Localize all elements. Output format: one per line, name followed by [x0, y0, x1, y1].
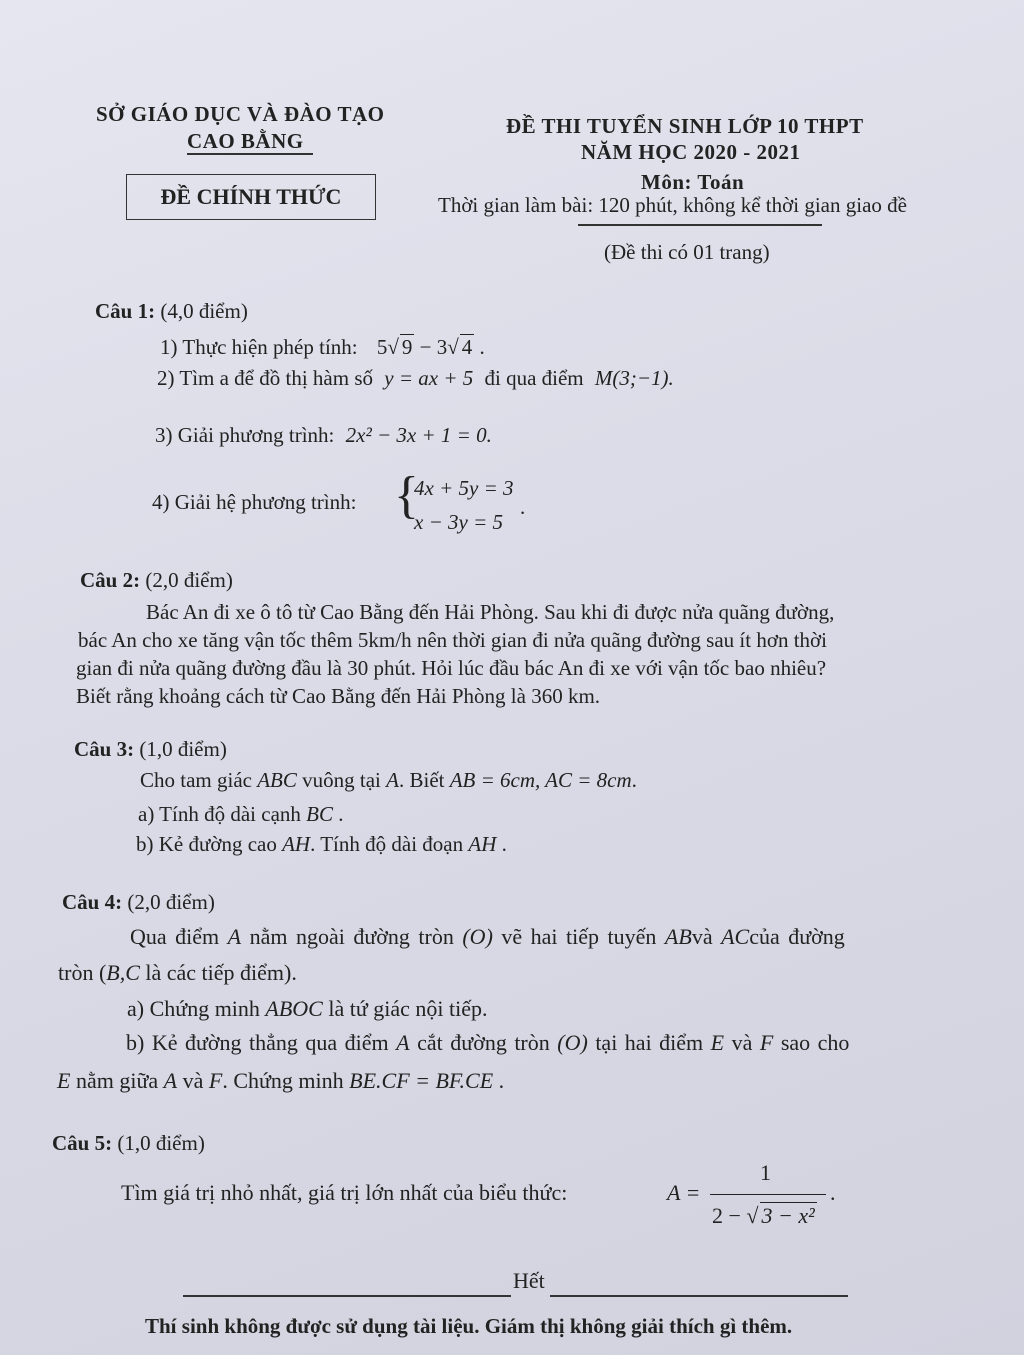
q4-b-E: E: [710, 1030, 725, 1055]
q4-b-F: F: [759, 1030, 774, 1055]
q4-l2-a: tròn (: [58, 960, 107, 985]
q4-b-text: b) Kẻ đường thẳng qua điểm: [126, 1030, 389, 1055]
q3-label: Câu 3:: [74, 737, 135, 761]
school-year: NĂM HỌC 2020 - 2021: [581, 140, 801, 164]
q3-intro-A: A: [386, 768, 399, 792]
q4-part-b: [126, 1030, 849, 1056]
q4-a-text: a) Chứng minh: [127, 996, 260, 1021]
q4-label: Câu 4:: [62, 890, 123, 914]
q1-part4-end: .: [520, 495, 526, 519]
q4-l1-a: Qua điểm: [130, 924, 220, 949]
q1-part1-text: 1) Thực hiện phép tính:: [160, 335, 358, 359]
q5-end: .: [830, 1180, 836, 1205]
q4-l1-c: vẽ hai tiếp tuyến: [501, 924, 657, 949]
q1-points: (4,0 điểm): [160, 299, 248, 323]
q4-line1: [130, 924, 845, 950]
q5-denom-a: 2 −: [712, 1203, 747, 1228]
q5-points: (1,0 điểm): [117, 1131, 205, 1155]
q3-title: [74, 737, 227, 762]
q3-a-text: a) Tính độ dài cạnh: [138, 802, 301, 826]
q5-fraction-bar: [710, 1194, 826, 1195]
q4-a-var: ABOC: [265, 996, 323, 1021]
q1-part4-eq1: 4x + 5y = 3: [414, 476, 514, 500]
q1-part3: [155, 423, 492, 448]
q3-b-var2: AH: [468, 832, 497, 856]
q4-l1-b: nằm ngoài đường tròn: [249, 924, 454, 949]
q4-b-and: và: [731, 1030, 753, 1055]
q5-denominator: 2 − √ 3 − x²: [712, 1203, 815, 1228]
q4-l3-E: E: [57, 1068, 71, 1093]
q1-part1-expr: 5√ 9 − 3√ 4 .: [376, 335, 485, 359]
q1-part2-func: y = ax + 5: [384, 366, 474, 390]
q4-l3-a: nằm giữa: [75, 1068, 159, 1093]
q1-expr-end: .: [474, 335, 485, 359]
q4-line3: [57, 1068, 504, 1094]
q1-part4-text: 4) Giải hệ phương trình:: [152, 490, 357, 514]
q4-l2-b: là các tiếp điểm).: [145, 960, 297, 985]
q3-b-end: .: [501, 832, 507, 856]
q5-denom-root: 3 − x²: [761, 1203, 815, 1228]
department-underline: [187, 153, 313, 155]
q1-title: [95, 299, 248, 324]
q3-a-end: .: [338, 802, 344, 826]
q3-intro-c: . Biết: [398, 768, 445, 792]
q1-expr-op: − 3: [414, 335, 448, 359]
q1-part2: [157, 366, 674, 391]
q1-expr-root2: 4: [461, 335, 473, 359]
q4-b-end: sao cho: [780, 1030, 850, 1055]
q4-b-mid: cắt đường tròn: [417, 1030, 550, 1055]
time-note: Thời gian làm bài: 120 phút, không kể thời gian giao đề: [438, 193, 907, 217]
q1-part1: [160, 334, 485, 360]
q4-b-mid2: tại hai điểm: [595, 1030, 704, 1055]
q3-intro-vals: AB = 6cm, AC = 8cm: [449, 768, 632, 792]
department-line1: SỞ GIÁO DỤC VÀ ĐÀO TẠO: [96, 102, 385, 126]
department-line2: CAO BẰNG: [187, 129, 304, 153]
official-label-box: [126, 174, 376, 220]
q4-l1-AC: AC: [721, 924, 750, 949]
q5-label: Câu 5:: [52, 1131, 113, 1155]
q4-l1-AB: AB: [664, 924, 692, 949]
q4-part-a: [127, 996, 488, 1022]
q1-part4-eq2: x − 3y = 5: [414, 510, 503, 534]
q1-expr-coef: 5: [376, 335, 388, 359]
q4-l3-eq: BE.CF = BF.CE: [349, 1068, 494, 1093]
q1-part2-mid: đi qua điểm: [484, 366, 584, 390]
q3-intro: [140, 768, 637, 793]
footer-note: Thí sinh không được sử dụng tài liệu. Giám thị không giải thích gì thêm.: [145, 1314, 793, 1338]
exam-title: ĐỀ THI TUYỂN SINH LỚP 10 THPT: [506, 114, 864, 138]
q2-line2: bác An cho xe tăng vận tốc thêm 5km/h nên thời gian đi nửa quãng đường sau ít hơn thời: [78, 628, 827, 652]
q4-l3-and: và: [182, 1068, 204, 1093]
q1-part3-text: 3) Giải phương trình:: [155, 423, 335, 447]
official-label: ĐỀ CHÍNH THỨC: [160, 184, 342, 209]
q3-b-text: b) Kẻ đường cao: [136, 832, 277, 856]
q4-line2: [58, 960, 297, 986]
q4-l3-A: A: [163, 1068, 178, 1093]
q3-part-b: [136, 832, 507, 857]
footer-line-right: [550, 1295, 848, 1297]
q3-intro-abc: ABC: [257, 768, 297, 792]
q1-label: Câu 1:: [95, 299, 156, 323]
q4-a-end: là tứ giác nội tiếp.: [328, 996, 488, 1021]
q4-l2-BC: B,C: [106, 960, 140, 985]
q4-l1-d: và: [691, 924, 713, 949]
q1-part3-eq: 2x² − 3x + 1 = 0.: [345, 423, 492, 447]
q1-expr-root1: 9: [401, 335, 413, 359]
q2-line3: gian đi nửa quãng đường đầu là 30 phút. Hỏi lúc đầu bác An đi xe với vận tốc bao nhiêu?: [76, 656, 827, 680]
q3-part-a: [138, 802, 344, 827]
q4-l3-F: F: [208, 1068, 223, 1093]
end-word: Hết: [513, 1268, 545, 1293]
q2-line4: Biết rằng khoảng cách từ Cao Bằng đến Hải Phòng là 360 km.: [76, 684, 601, 708]
q4-title: [62, 890, 215, 915]
q3-intro-b: vuông tại: [302, 768, 381, 792]
q2-line1: Bác An đi xe ô tô từ Cao Bằng đến Hải Phòng. Sau khi đi được nửa quãng đường,: [146, 600, 835, 624]
q4-points: (2,0 điểm): [127, 890, 215, 914]
footer-line-left: [183, 1295, 511, 1297]
q3-b-var: AH: [282, 832, 311, 856]
q2-label: Câu 2:: [80, 568, 141, 592]
q2-title: [80, 568, 233, 593]
q3-intro-a: Cho tam giác: [140, 768, 252, 792]
q5-numerator: 1: [760, 1160, 771, 1185]
q2-points: (2,0 điểm): [145, 568, 233, 592]
q3-a-var: BC: [306, 802, 333, 826]
q4-l3-end: .: [498, 1068, 505, 1093]
q3-intro-end: .: [631, 768, 637, 792]
q3-b-mid: . Tính độ dài đoạn: [310, 832, 464, 856]
q4-l1-A: A: [227, 924, 242, 949]
q4-b-O: (O): [557, 1030, 588, 1055]
q4-l1-e: của đường: [749, 924, 845, 949]
q1-part2-text: 2) Tìm a để đồ thị hàm số: [157, 366, 373, 390]
subject: Môn: Toán: [641, 170, 745, 194]
q4-l3-b: . Chứng minh: [222, 1068, 344, 1093]
q1-part2-point: M(3;−1).: [594, 366, 674, 390]
q5-text: Tìm giá trị nhỏ nhất, giá trị lớn nhất của biểu thức:: [121, 1180, 568, 1205]
time-underline: [578, 224, 822, 226]
q5-title: [52, 1131, 205, 1156]
q5-lhs: A =: [667, 1180, 701, 1205]
system-brace: {: [394, 467, 419, 524]
q3-points: (1,0 điểm): [139, 737, 227, 761]
q4-b-A: A: [396, 1030, 410, 1055]
q4-l1-O: (O): [462, 924, 493, 949]
page-note: (Đề thi có 01 trang): [604, 240, 770, 264]
